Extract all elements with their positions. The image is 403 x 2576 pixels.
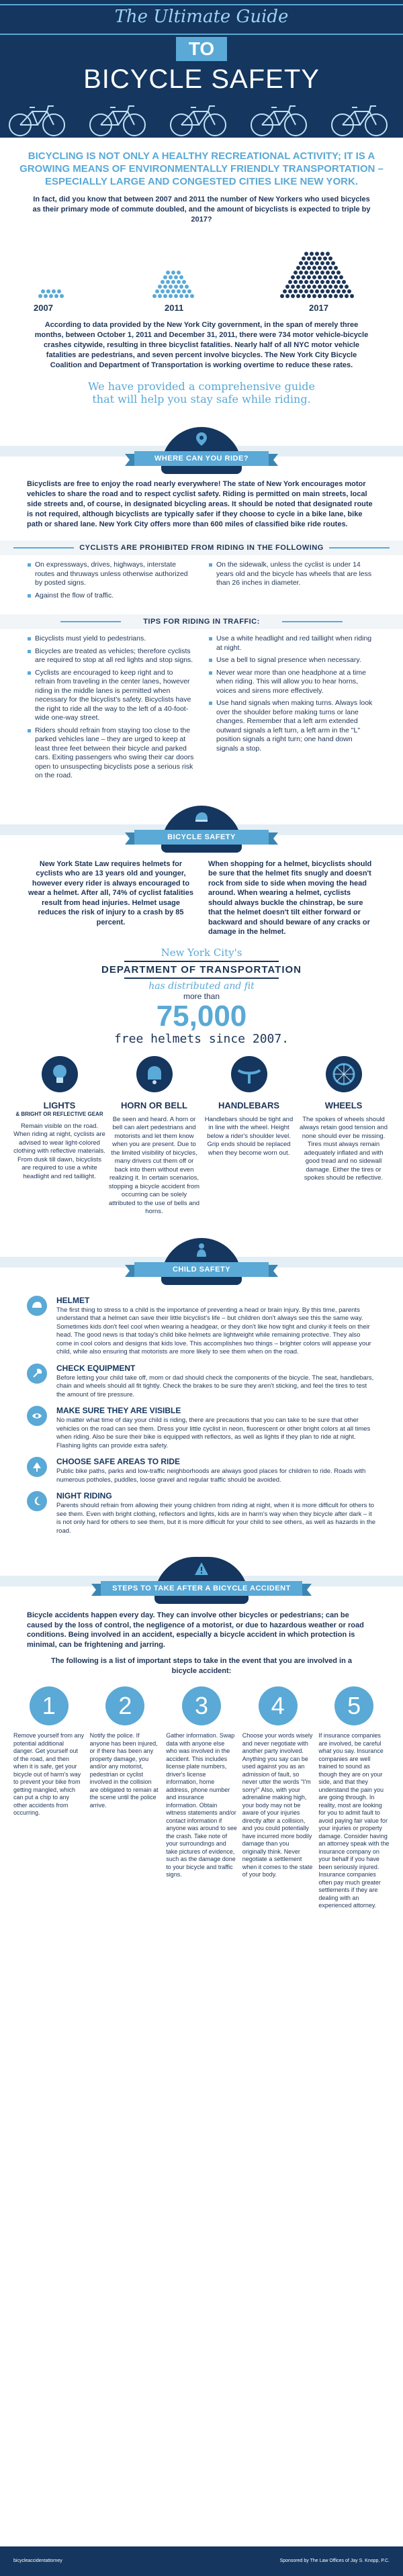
section-banner-child — [0, 1231, 403, 1285]
step-text: Remove yourself from any potential additional danger. Get yourself out of the road, and then when it is safe, get your bicycle out of harm's way to prevent your bike from getting mangled, which can put a chip to any other accidents from occurring. — [13, 1732, 85, 1816]
equipment-title: HORN OR BELL — [121, 1100, 187, 1110]
step-text: If insurance companies are involved, be careful what you say. Insurance companies are well trained to sound as though they are on your side, and that they understand the pain you are going through. In reality, most are looking for you to admit fault to avoid paying fair value for your injuries or property damage. Consider having an attorney speak with the insurance company on your behalf if you have been seriously injured. Insurance companies often pay much greater settlements if they are dealing with an experienced attorney. — [318, 1732, 390, 1909]
intro-paragraph: In fact, did you know that between 2007 and 2011 the number of New Yorkers who used bicycles as their primary mode of commute doubled, and the amount of bicyclists is expected to triple by 2017? — [32, 195, 371, 224]
header — [0, 0, 403, 138]
equipment-row — [0, 1046, 403, 1217]
list-item: On expressways, drives, highways, interstate routes and thruways unless otherwise authorized by posted signs. — [27, 561, 195, 588]
list-item: Use a bell to signal presence when necessary. — [208, 656, 376, 665]
list-item: Never wear more than one headphone at a time when riding. This will allow you to hear horns, voices and sirens more effectively. — [208, 669, 376, 696]
dot-line1: New York City's — [161, 946, 242, 959]
tips-right-list — [208, 634, 376, 753]
prohibited-list — [0, 555, 403, 604]
helmet-icon — [193, 810, 210, 826]
commuter-growth-graphic — [0, 229, 403, 316]
accident-paragraph-2: The following is a list of important steps to take in the event that you are involved in a bicycle accident: — [50, 1657, 352, 1675]
step-number: 5 — [334, 1686, 373, 1725]
dot-line2: DEPARTMENT OF TRANSPORTATION — [101, 963, 302, 975]
equipment-subtitle: & BRIGHT OR REFLECTIVE GEAR — [15, 1110, 103, 1117]
list-item: Use a white headlight and red taillight when riding at night. — [208, 634, 376, 653]
step-text: Choose your words wisely and never negotiate with another party involved. Anything you say can be used against you as an admission of fault, so never utter the words "I'm sorry!" Also, with your adrenaline making high, your body may not be aware of your injuries directly after a collision, and you could potentially have incurred more bodily damage than you originally think. Never negotiate a settlement when it comes to the state of your body. — [242, 1732, 313, 1878]
section-banner-accident — [0, 1550, 403, 1604]
where-paragraph: Bicyclists are free to enjoy the road nearly everywhere! The state of New York encourages motor vehicles to share the road and to respect cyclist safety. Riding is permitted on main streets, local side streets and, of course, in designated bicycling areas. It should be noted that designated route is not required, although bicyclists are typically safer if they choose to cycle in a bike lane, bike path or shared lane. New York City offers more than 600 miles of classified bike ride routes. — [27, 480, 373, 528]
child-item-night — [27, 1491, 376, 1535]
child-item-equipment — [27, 1364, 376, 1400]
header-stripe — [0, 4, 403, 5]
step-number: 4 — [259, 1686, 298, 1725]
section-banner-where — [0, 420, 403, 474]
eye-icon — [27, 1406, 47, 1426]
year-label-2007: 2007 — [34, 303, 53, 313]
helmet-fit-text: When shopping for a helmet, bicyclists should be sure that the helmet fits snugly and doesn't rock from side to side when moving the head around. When wearing a helmet, cyclists should always buckle the chinstrap, be sure that the helmet doesn't tilt either forward or backward and should beware of any cracks or damage in the helmet. — [208, 859, 372, 936]
prohibited-left-list — [27, 561, 195, 600]
child-item-text: No matter what time of day your child is riding, there are precautions that you can take to be sure that other vehicles on the road can see them. Dress your little cyclist in neon, fluorescent or other bright colors at all times when riding. Also be sure their bike is equipped with reflectors, as well as lights if they plan to ride at night. Flashing lights can provide extra safety. — [56, 1417, 371, 1449]
child-item-title: HELMET — [56, 1295, 90, 1305]
guide-statement: We have provided a comprehensive guide that will help you stay safe while riding. — [88, 380, 315, 406]
prohibited-right-list — [208, 561, 376, 588]
equipment-lights — [13, 1055, 105, 1217]
equipment-text: Be seen and heard. A horn or bell can alert pedestrians and motorists and let them know when you are present. Due to the limited visibility of bicycles, many drivers cut them off or back into them without even realizing it. In certain scenarios, stopping a bicycle accident from occurring can be solely attributed to the use of bells and horns. — [108, 1115, 200, 1215]
section-title: CHILD SAFETY — [134, 1262, 269, 1277]
helmet-icon — [27, 1296, 47, 1316]
dot-helmet-stat — [0, 947, 403, 1046]
step-number: 2 — [105, 1686, 144, 1725]
equipment-title: WHEELS — [324, 1100, 363, 1110]
wheel-icon — [325, 1055, 363, 1093]
equipment-text: Handlebars should be tight and in line with the wheel. Height below a rider's shoulder level. Grip ends should be replaced when they become worn out. — [204, 1115, 294, 1157]
list-item: On the sidewalk, unless the cyclist is under 14 years old and the bicycle has wheels that are less than 26 inches in diameter. — [208, 561, 376, 588]
equipment-handlebars — [203, 1055, 295, 1217]
year-label-2011: 2011 — [165, 303, 184, 313]
intro-lead: BICYCLING IS NOT ONLY A HEALTHY RECREATIONAL ACTIVITY; IT IS A GROWING MEANS OF ENVIRONMENTALLY FRIENDLY TRANSPORTATION – ESPECIALLY LARGE AND CONGESTED CITIES LIKE NEW YORK. — [19, 150, 384, 187]
equipment-text: Remain visible on the road. When riding at night, cyclists are advised to wear light-colored clothing with reflective materials. From dusk till dawn, bicyclists are required to use a white headlight and red taillight. — [13, 1122, 105, 1180]
list-item: Riders should refrain from staying too close to the parked vehicles lane – they are urged to keep at least three feet between their bicycle and parked cars. Exiting passengers who swing their car doors open to unsuspecting bicyclists pose a serious risk on the road. — [27, 726, 195, 781]
dot-line6: free helmets since 2007. — [114, 1031, 289, 1046]
child-safety-list — [0, 1285, 403, 1536]
accident-steps — [0, 1676, 403, 1910]
bicycles-illustration — [0, 102, 403, 137]
step-number: 1 — [30, 1686, 69, 1725]
section-title: WHERE CAN YOU RIDE? — [134, 451, 269, 466]
page-title: BICYCLE SAFETY — [83, 64, 320, 94]
moon-icon — [27, 1491, 47, 1511]
step-text: Notify the police. If anyone has been injured, or if there has been any property damage, you and/or any motorist, pedestrian or cyclist involved in the collision are obligated to remain at the scene until the police arrive. — [89, 1732, 159, 1809]
child-item-title: MAKE SURE THEY ARE VISIBLE — [56, 1406, 181, 1415]
section-title: BICYCLE SAFETY — [134, 830, 269, 845]
year-label-2017: 2017 — [309, 303, 328, 313]
child-item-title: NIGHT RIDING — [56, 1491, 112, 1500]
section-title: STEPS TO TAKE AFTER A BICYCLE ACCIDENT — [101, 1581, 302, 1596]
intro-paragraph-2: According to data provided by the New York City government, in the span of merely three months, between October 1, 2011 and December 31, 2011, there were 734 motor vehicle-bicycle crashes citywide, resulting in three bicyclist fatalities. Nearly half of all NYC motor vehicle fatalities are pedestrians, and seven percent involve bicycles. The New York City Bicycle Coalition and Department of Transportation is working overtime to reduce these rates. — [34, 321, 369, 369]
wrench-icon — [27, 1364, 47, 1384]
equipment-text: The spokes of wheels should always retain good tension and none should ever be missing. Tires must always remain adequately inflated and with good tread and no sidewall damage. Either the tires or spokes should be reflective. — [300, 1115, 388, 1182]
child-item-visible — [27, 1406, 376, 1450]
handlebars-icon — [230, 1055, 268, 1093]
section-banner-safety — [0, 799, 403, 853]
child-item-text: The first thing to stress to a child is the importance of preventing a head or brain injury. By this time, parents understand that a helmet can save their little bicyclist's life – but children don't always see this the same way. Sometimes kids don't feel cool when wearing a headgear, or they don't like how tight and clunky it feels on their head. The good news is that today's child bike helmets are lightweight while remaining protective. They also come in cool colors and designs that kids love. This accomplishes two things – brighter colors will appease your child, while also ensuring that motorists are more likely to see them when on the road. — [56, 1306, 371, 1355]
child-item-safe-areas — [27, 1457, 376, 1484]
map-pin-icon — [193, 431, 210, 447]
list-item: Use hand signals when making turns. Always look over the shoulder before making turns or lane changes. Remember that a left arm extended outward signals a left turn, a left arm in the "L" position signals a right turn; one hand down signals a stop. — [208, 699, 376, 753]
child-item-text: Public bike paths, parks and low-traffic neighborhoods are always good places for children to ride. Roads with numerous potholes, puddles, loose gravel and regular traffic should be avoided. — [56, 1468, 366, 1484]
step-text: Gather information. Swap data with anyone else who was involved in the accident. This includes license plate numbers, driver's license information, home address, phone number and insurance information. Obtain witness statements and/or contact information if anyone was around to see the crash. Take note of your surroundings and take pictures of evidence, such as the damage done to your bicycle and traffic signs. — [166, 1732, 237, 1878]
helmet-info — [0, 853, 403, 937]
accident-paragraph: Bicycle accidents happen every day. They can involve other bicycles or pedestrians; can be caused by the loss of control, the negligence of a motorist, or due to hazardous weather or road conditions. Being involved in an accident, especially a bicycle accident in which protection is minimal, can be frightening and jarring. — [27, 1611, 364, 1649]
step-4 — [242, 1686, 314, 1910]
equipment-horn — [108, 1055, 200, 1217]
step-3 — [166, 1686, 237, 1910]
title-line2: TO — [176, 37, 227, 61]
equipment-title: HANDLEBARS — [218, 1100, 279, 1110]
dot-line3: has distributed and fit — [148, 980, 255, 992]
list-item: Cyclists are encouraged to keep right and to refrain from traveling in the center lanes, however riding in the middle lanes is permitted when necessary for the bicyclist's safety. Bicyclists have the right to ride all the way to the left of a 40-foot-wide one-way street. — [27, 669, 195, 723]
tips-left-list — [27, 634, 195, 781]
list-item: Bicycles are treated as vehicles; therefore cyclists are required to stop at all red lights and stop signs. — [27, 647, 195, 665]
commuter-dots-illustration — [27, 234, 376, 301]
equipment-title: LIGHTS — [43, 1100, 76, 1110]
tree-icon — [27, 1457, 47, 1477]
prohibited-heading — [0, 540, 403, 555]
child-item-title: CHECK EQUIPMENT — [56, 1363, 136, 1373]
helmet-law-text: New York State Law requires helmets for cyclists who are 13 years old and younger, however every rider is always encouraged to wear a helmet. After all, 74% of cyclist fatalities result from head injuries. Helmet usage reduces the risk of injury to a crash by 85 percent. — [28, 859, 193, 926]
equipment-wheels — [298, 1055, 390, 1217]
bulb-icon — [41, 1055, 79, 1093]
tips-heading — [0, 614, 403, 629]
child-item-text: Before letting your child take off, mom or dad should check the components of the bicycle. The seat, handlebars, chain and wheels should all fit tightly. Check the brakes to be sure they aren't sticking, and feel the tires to test the amount of tire pressure. — [56, 1374, 374, 1398]
list-item: Bicyclists must yield to pedestrians. — [27, 634, 195, 644]
warning-icon — [193, 1561, 210, 1577]
dot-line4: more than — [183, 991, 220, 1001]
footer-site-link[interactable]: bicycleaccidentattorney — [13, 2559, 62, 2563]
tips-list — [0, 629, 403, 784]
step-5 — [318, 1686, 390, 1910]
step-1 — [13, 1686, 85, 1910]
title-line1: The Ultimate Guide — [114, 7, 289, 27]
footer — [0, 2546, 403, 2576]
prohibited-heading-text: CYCLISTS ARE PROHIBITED FROM RIDING IN THE FOLLOWING — [79, 544, 324, 552]
child-item-helmet — [27, 1296, 376, 1357]
list-item: Against the flow of traffic. — [27, 591, 195, 601]
bell-icon — [136, 1055, 173, 1093]
child-item-title: CHOOSE SAFE AREAS TO RIDE — [56, 1457, 181, 1466]
step-number: 3 — [182, 1686, 221, 1725]
header-stripe — [0, 34, 403, 35]
step-2 — [90, 1686, 161, 1910]
footer-sponsor: Sponsored by The Law Offices of Jay S. Knopp, P.C. — [279, 2559, 390, 2563]
tips-heading-text: TIPS FOR RIDING IN TRAFFIC: — [143, 618, 260, 626]
child-item-text: Parents should refrain from allowing their young children from riding at night, when it is more difficult for others to see them. Even with bright clothing, reflectors and lights, kids are in harm's way when they bicycle after dark – it is not only hard for others to see them, but it is more difficult for your child to see others, as well as hazards in the road. — [56, 1502, 376, 1535]
helmet-count: 75,000 — [156, 999, 247, 1033]
child-icon — [193, 1242, 210, 1258]
